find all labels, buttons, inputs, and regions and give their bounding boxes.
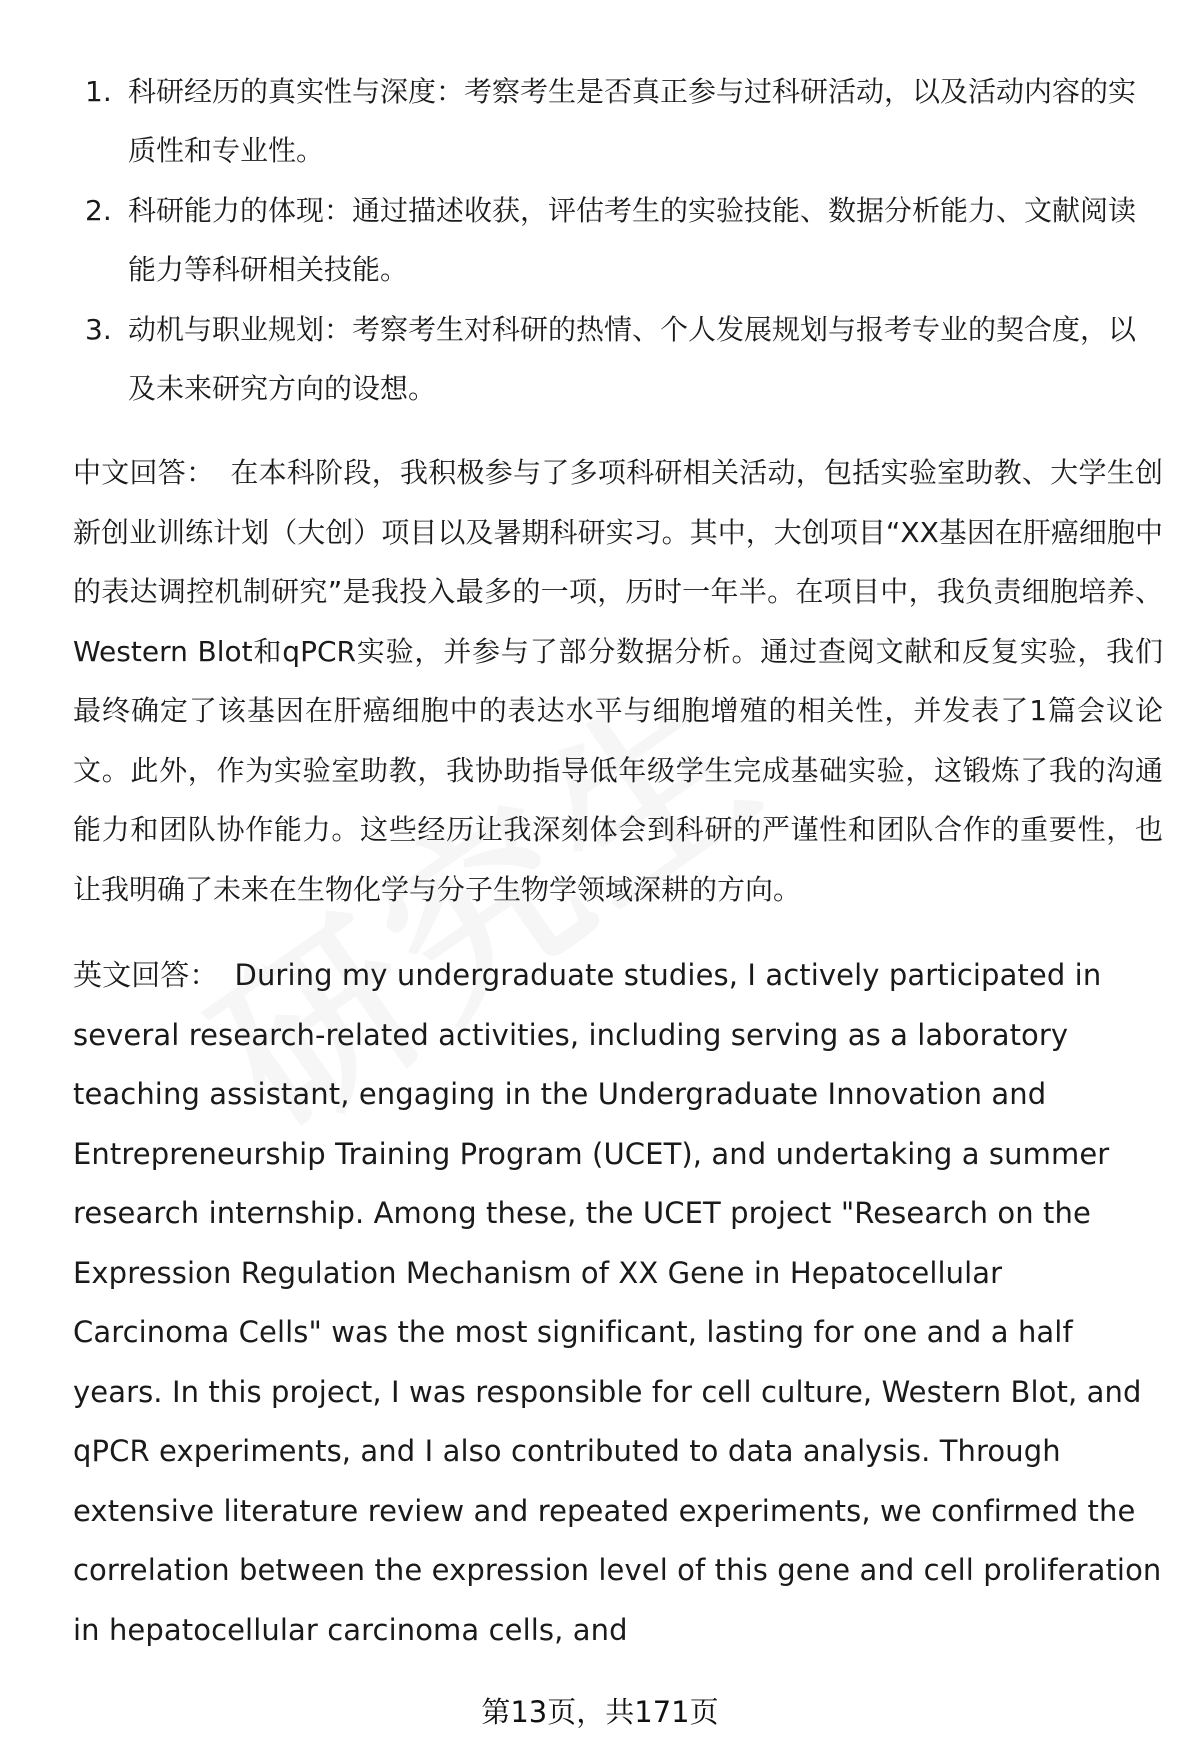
- chinese-answer: [73, 443, 1163, 919]
- list-item-text: 科研经历的真实性与深度：考察考生是否真正参与过科研活动，以及活动内容的实质性和专业性。: [128, 75, 1137, 167]
- page-number-footer: 第13页，共171页: [481, 1695, 719, 1729]
- english-answer: [73, 946, 1163, 1660]
- list-item-text: 动机与职业规划：考察考生对科研的热情、个人发展规划与报考专业的契合度，以及未来研究方向的设想。: [128, 313, 1137, 405]
- criteria-list: [73, 62, 1163, 418]
- list-item-text: 科研能力的体现：通过描述收获，评估考生的实验技能、数据分析能力、文献阅读能力等科研相关技能。: [128, 194, 1137, 286]
- page-content: [73, 62, 1163, 1660]
- list-item: [73, 62, 1163, 180]
- english-answer-label: 英文回答：: [73, 958, 219, 992]
- list-item: [73, 181, 1163, 299]
- list-item: [73, 300, 1163, 418]
- chinese-answer-label: 中文回答：: [73, 456, 215, 489]
- english-answer-text: During my undergraduate studies, I actively participated in several research-related activities, including serving as a laboratory teaching assistant, engaging in the Undergraduate Innovation and Entrepreneurship Training Program (UCET), and undertaking a summer research internship. Among these, the UCET project "Research on the Expression Regulation Mechanism of XX Gene in Hepatocellular Carcinoma Cells" was the most significant, lasting for one and a half years. In this project, I was responsible for cell culture, Western Blot, and qPCR experiments, and I also contributed to data analysis. Through extensive literature review and repeated experiments, we confirmed the correlation between the expression level of this gene and cell proliferation in hepatocellular carcinoma cells, and: [73, 958, 1162, 1647]
- list-item-number: 1.: [85, 75, 112, 108]
- list-item-number: 3.: [85, 313, 112, 346]
- list-item-number: 2.: [85, 194, 112, 227]
- chinese-answer-text: 在本科阶段，我积极参与了多项科研相关活动，包括实验室助教、大学生创新创业训练计划（大创）项目以及暑期科研实习。其中，大创项目“XX基因在肝癌细胞中的表达调控机制研究”是我投入最多的一项，历时一年半。在项目中，我负责细胞培养、Western Blot和qPCR实验，并参与了部分数据分析。通过查阅文献和反复实验，我们最终确定了该基因在肝癌细胞中的表达水平与细胞增殖的相关性，并发表了1篇会议论文。此外，作为实验室助教，我协助指导低年级学生完成基础实验，这锻炼了我的沟通能力和团队协作能力。这些经历让我深刻体会到科研的严谨性和团队合作的重要性，也让我明确了未来在生物化学与分子生物学领域深耕的方向。: [73, 456, 1163, 906]
